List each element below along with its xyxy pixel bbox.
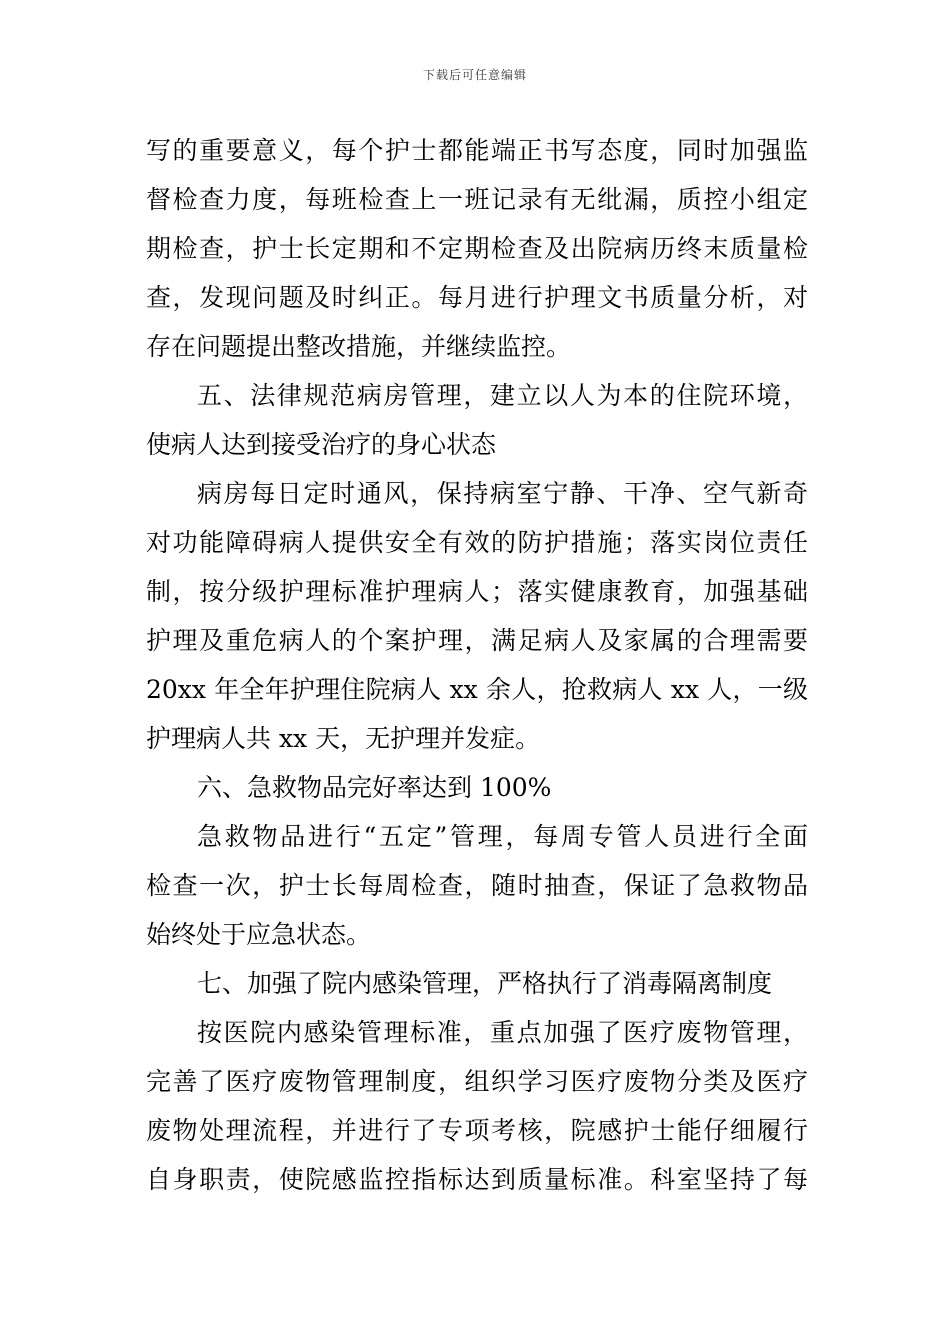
paragraph-ward-management (146, 469, 808, 763)
text-line: 对功能障碍病人提供安全有效的防护措施；落实岗位责任 (146, 528, 808, 557)
paragraph-records-supervision (146, 126, 808, 371)
text-line: 六、急救物品完好率达到 100% (197, 773, 552, 802)
text-line: 五、法律规范病房管理，建立以人为本的住院环境， (197, 381, 808, 410)
text-line: 查，发现问题及时纠正。每月进行护理文书质量分析，对 (146, 283, 808, 312)
text-line: 护理病人共 xx 天，无护理并发症。 (146, 724, 541, 753)
text-line: 自身职责，使院感监控指标达到质量标准。科室坚持了每 (146, 1165, 808, 1194)
paragraph-infection-control (146, 1008, 808, 1204)
text-line: 期检查，护士长定期和不定期检查及出院病历终末质量检 (146, 234, 808, 263)
text-line: 存在问题提出整改措施，并继续监控。 (146, 332, 572, 361)
text-line: 写的重要意义，每个护士都能端正书写态度，同时加强监 (146, 136, 808, 165)
text-line: 督检查力度，每班检查上一班记录有无纰漏，质控小组定 (146, 185, 808, 214)
document-body (146, 126, 808, 1204)
text-line: 始终处于应急状态。 (146, 920, 372, 949)
text-line: 完善了医疗废物管理制度，组织学习医疗废物分类及医疗 (146, 1067, 808, 1096)
text-line: 废物处理流程，并进行了专项考核，院感护士能仔细履行 (146, 1116, 808, 1145)
text-line: 20xx 年全年护理住院病人 xx 余人，抢救病人 xx 人，一级 (146, 675, 808, 704)
text-line: 制，按分级护理标准护理病人；落实健康教育，加强基础 (146, 577, 808, 606)
page-header-note: 下载后可任意编辑 (422, 68, 527, 82)
text-line: 按医院内感染管理标准，重点加强了医疗废物管理， (197, 1018, 808, 1047)
text-line: 使病人达到接受治疗的身心状态 (146, 430, 497, 459)
section-heading-six (146, 763, 808, 812)
text-line: 病房每日定时通风，保持病室宁静、干净、空气新奇 (197, 479, 808, 508)
text-line: 检查一次，护士长每周检查，随时抽查，保证了急救物品 (146, 871, 808, 900)
section-heading-seven (146, 959, 808, 1008)
text-line: 护理及重危病人的个案护理，满足病人及家属的合理需要 (146, 626, 808, 655)
text-line: 急救物品进行“五定”管理，每周专管人员进行全面 (197, 822, 808, 851)
text-line: 七、加强了院内感染管理，严格执行了消毒隔离制度 (197, 969, 773, 998)
paragraph-emergency-supplies (146, 812, 808, 959)
section-heading-five (146, 371, 808, 469)
